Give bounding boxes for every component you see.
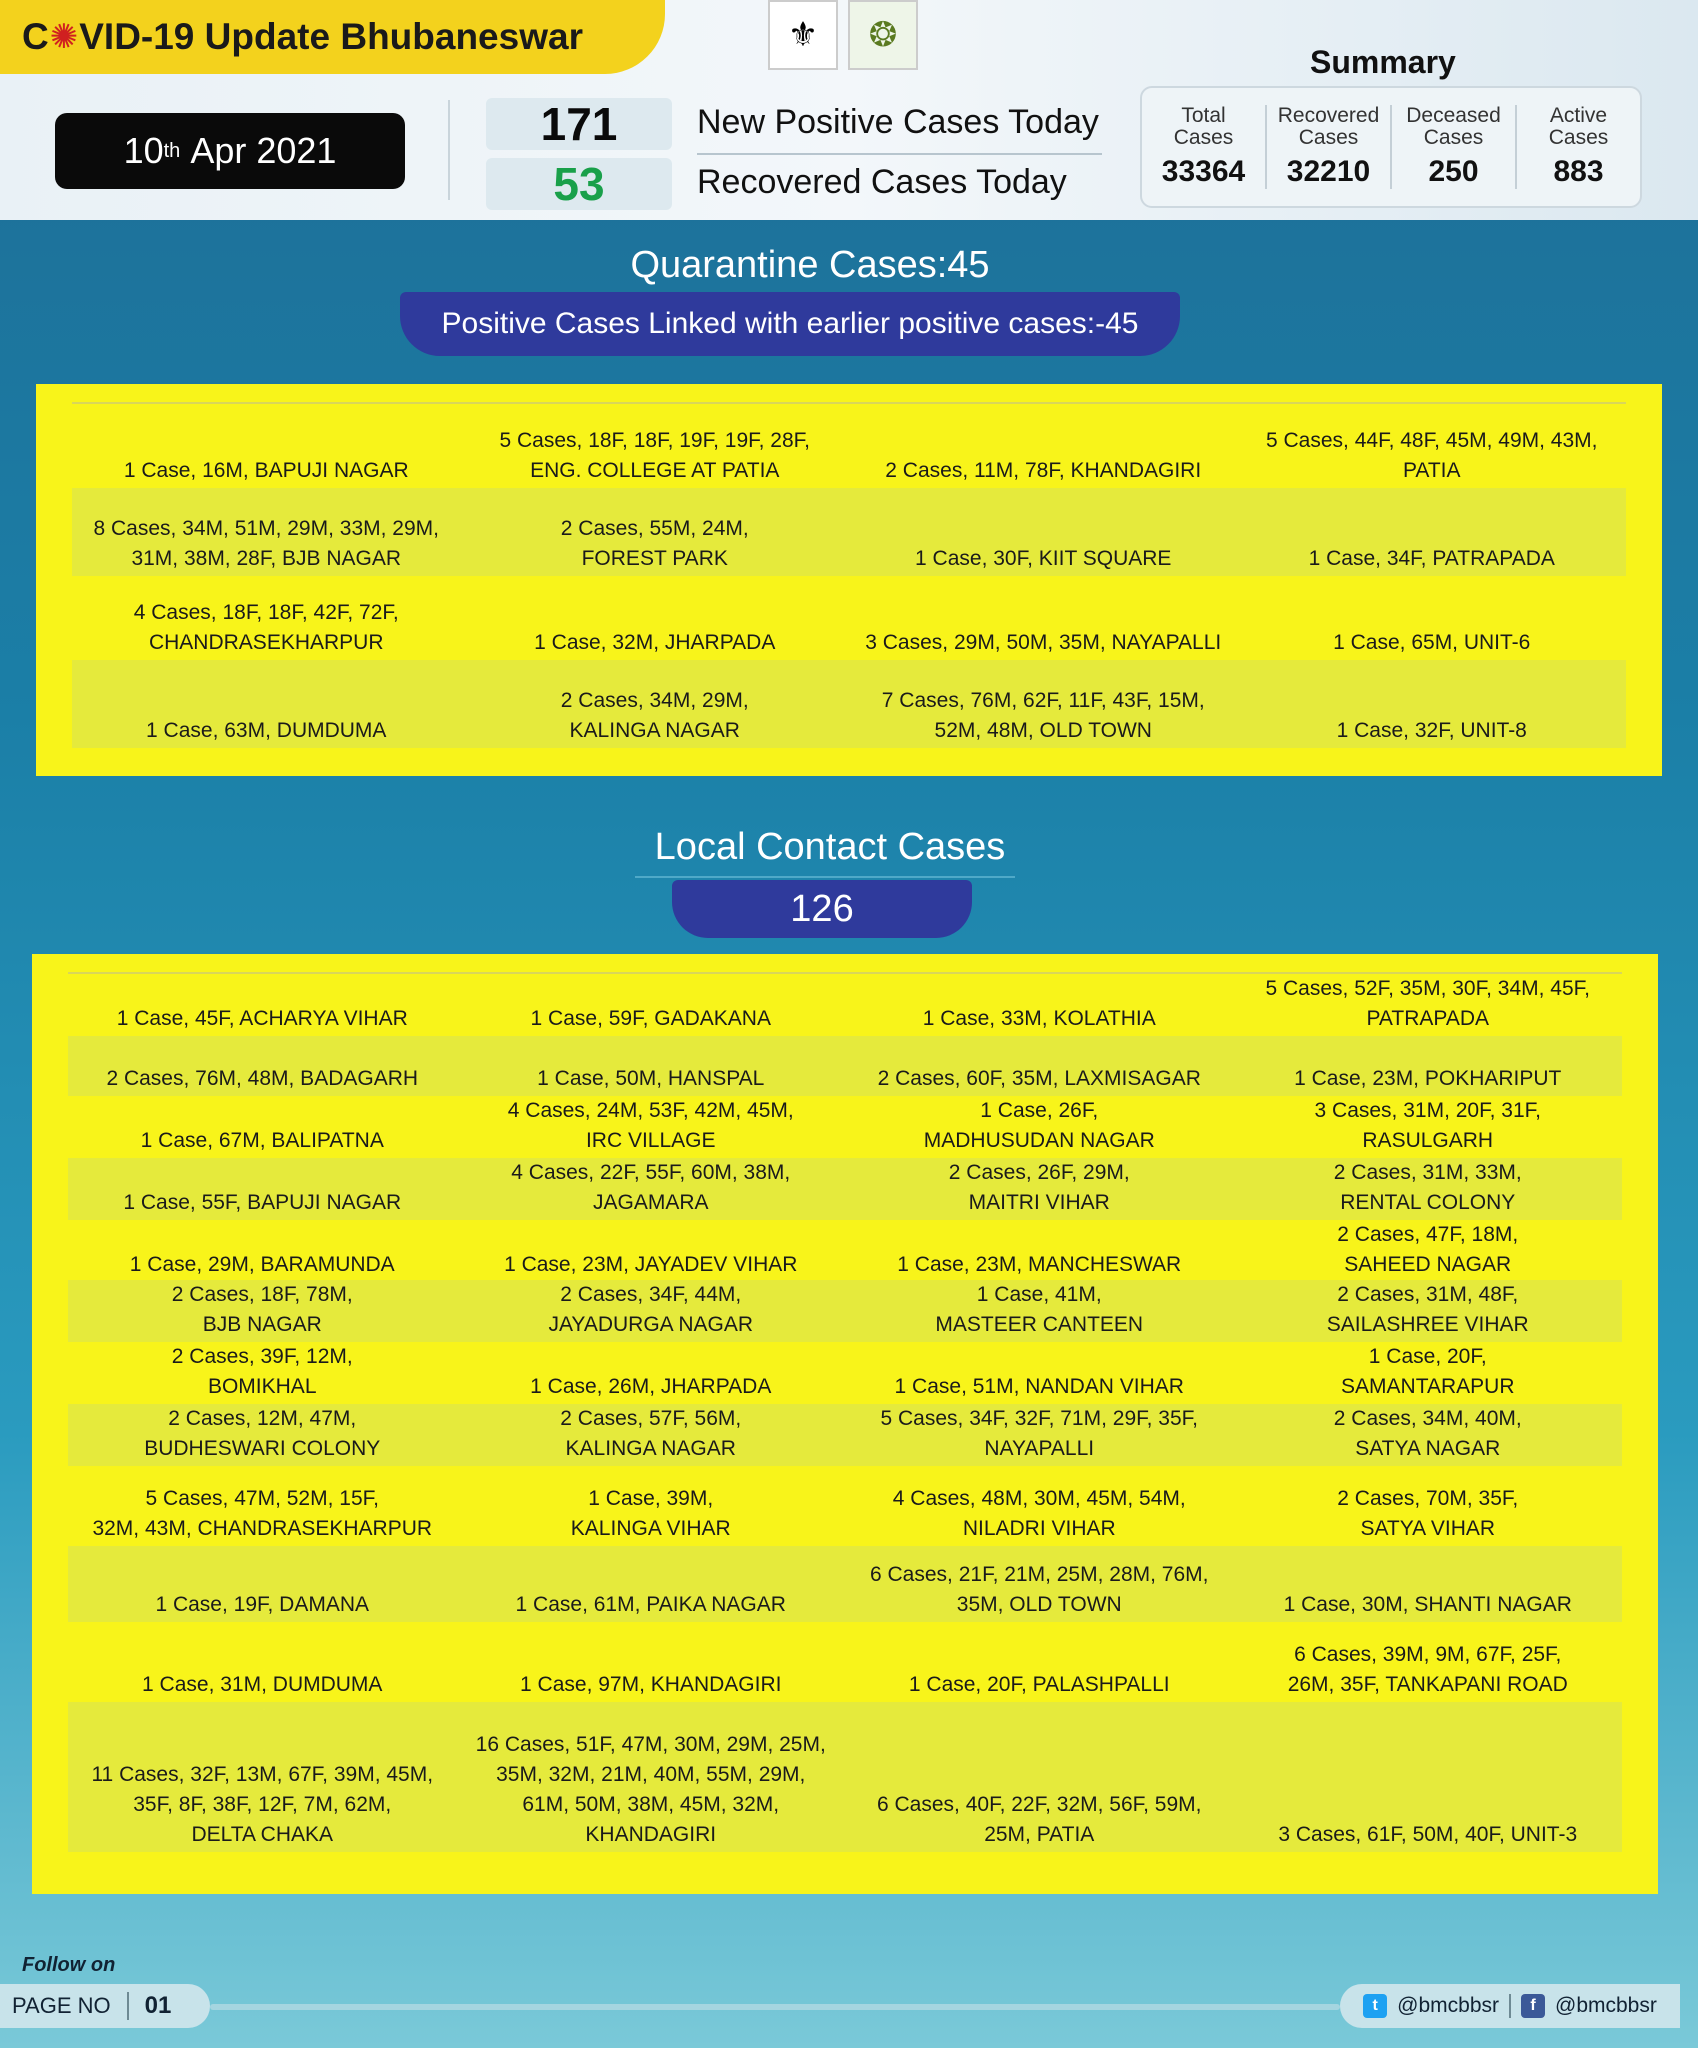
local-row: [68, 1280, 1622, 1342]
divider: [697, 153, 1102, 155]
local-cell: 1 Case, 31M, DUMDUMA: [142, 1673, 383, 1696]
local-row: [68, 1342, 1622, 1404]
summary-label: Cases: [1298, 126, 1359, 149]
local-row: [68, 1702, 1622, 1852]
local-cell: 2 Cases, 60F, 35M, LAXMISAGAR: [845, 1036, 1234, 1096]
local-cell: 5 Cases, 52F, 35M, 30F, 34M, 45F, PATRAPADA: [1265, 977, 1590, 1030]
date-suffix: th: [163, 139, 181, 162]
summary-label: Active: [1549, 104, 1608, 127]
local-cell: 3 Cases, 31M, 20F, 31F, RASULGARH: [1314, 1099, 1541, 1152]
date-badge: [55, 113, 405, 189]
summary-value: 32210: [1286, 155, 1371, 188]
local-cell: 1 Case, 19F, DAMANA: [68, 1546, 457, 1622]
quarantine-cell: 3 Cases, 29M, 50M, 35M, NAYAPALLI: [865, 631, 1222, 654]
local-cell: 1 Case, 67M, BALIPATNA: [140, 1129, 384, 1152]
local-row: [68, 1622, 1622, 1702]
local-cell: 2 Cases, 26F, 29M, MAITRI VIHAR: [845, 1158, 1234, 1220]
local-cell: 5 Cases, 34F, 32F, 71M, 29F, 35F, NAYAPALLI: [845, 1404, 1234, 1466]
page-label: PAGE NO: [12, 1993, 111, 2018]
logos: [768, 0, 918, 70]
social-links: [1340, 1984, 1680, 2028]
local-cell: 1 Case, 20F, PALASHPALLI: [908, 1673, 1170, 1696]
recovered-today-count: 53: [486, 158, 672, 210]
summary-value: 250: [1428, 155, 1479, 188]
footer-line: [210, 2004, 1340, 2010]
page-number-badge: [0, 1984, 210, 2028]
summary-active: [1517, 105, 1640, 189]
facebook-handle[interactable]: @bmcbbsr: [1555, 1994, 1657, 2017]
local-row: [68, 1036, 1622, 1096]
page-number: 01: [144, 1992, 172, 2019]
local-row: [68, 1404, 1622, 1464]
local-cell: 6 Cases, 21F, 21M, 25M, 28M, 76M, 35M, OLD TOWN: [845, 1546, 1234, 1622]
summary-recovered: [1267, 105, 1392, 189]
local-contact-grid: [68, 974, 1622, 1852]
new-cases-count: 171: [486, 98, 672, 150]
local-row: [68, 1220, 1622, 1280]
summary-total: [1142, 105, 1267, 189]
local-cell: 1 Case, 30M, SHANTI NAGAR: [1234, 1546, 1623, 1622]
summary-panel: [1140, 86, 1642, 208]
twitter-handle[interactable]: @bmcbbsr: [1397, 1994, 1499, 2017]
summary-label: Deceased: [1406, 104, 1501, 127]
local-cell: 2 Cases, 31M, 33M, RENTAL COLONY: [1234, 1158, 1623, 1220]
local-cell: 2 Cases, 57F, 56M, KALINGA NAGAR: [457, 1404, 846, 1466]
summary-label: Recovered: [1277, 104, 1380, 127]
local-row: [68, 1464, 1622, 1546]
bmc-logo-icon: ❂: [848, 0, 918, 70]
linked-cases-banner: Positive Cases Linked with earlier positive cases:-45: [400, 292, 1180, 356]
local-cell: 1 Case, 45F, ACHARYA VIHAR: [116, 1007, 408, 1030]
quarantine-table: [36, 384, 1662, 776]
local-cell: 6 Cases, 40F, 22F, 32M, 56F, 59M, 25M, PATIA: [845, 1702, 1234, 1852]
quarantine-cell: 5 Cases, 44F, 48F, 45M, 49M, 43M, PATIA: [1266, 429, 1598, 482]
local-cell: 1 Case, 33M, KOLATHIA: [922, 1007, 1156, 1030]
summary-label: Cases: [1173, 126, 1234, 149]
local-cell: 1 Case, 41M, MASTEER CANTEEN: [845, 1280, 1234, 1342]
local-cell: 1 Case, 61M, PAIKA NAGAR: [457, 1546, 846, 1622]
local-cell: 11 Cases, 32F, 13M, 67F, 39M, 45M, 35F, 8F, 38F, 12F, 7M, 62M, DELTA CHAKA: [68, 1702, 457, 1852]
quarantine-row: [72, 660, 1626, 748]
local-cell: 1 Case, 29M, BARAMUNDA: [129, 1253, 395, 1276]
local-cell: 4 Cases, 48M, 30M, 45M, 54M, NILADRI VIHAR: [892, 1487, 1186, 1540]
local-row: [68, 1158, 1622, 1220]
local-cell: 1 Case, 23M, POKHARIPUT: [1234, 1036, 1623, 1096]
summary-value: 883: [1553, 155, 1604, 188]
summary-label: Cases: [1423, 126, 1484, 149]
local-contact-title: Local Contact Cases: [654, 826, 1006, 868]
local-cell: 1 Case, 26M, JHARPADA: [530, 1375, 772, 1398]
local-contact-table: [32, 954, 1658, 1894]
local-cell: 6 Cases, 39M, 9M, 67F, 25F, 26M, 35F, TANKAPANI ROAD: [1287, 1643, 1568, 1696]
quarantine-cell: 1 Case, 63M, DUMDUMA: [72, 660, 461, 748]
local-cell: 1 Case, 20F, SAMANTARAPUR: [1341, 1345, 1515, 1398]
local-cell: 5 Cases, 47M, 52M, 15F, 32M, 43M, CHANDRASEKHARPUR: [92, 1487, 433, 1540]
twitter-icon[interactable]: t: [1363, 1994, 1387, 2018]
quarantine-cell: 8 Cases, 34M, 51M, 29M, 33M, 29M, 31M, 38M, 28F, BJB NAGAR: [72, 488, 461, 576]
quarantine-cell: 7 Cases, 76M, 62F, 11F, 43F, 15M, 52M, 48M, OLD TOWN: [849, 660, 1238, 748]
summary-label: Total: [1181, 104, 1226, 127]
local-row: [68, 1546, 1622, 1622]
local-row: [68, 974, 1622, 1036]
local-cell: 2 Cases, 18F, 78M, BJB NAGAR: [68, 1280, 457, 1342]
quarantine-cell: 1 Case, 16M, BAPUJI NAGAR: [123, 459, 409, 482]
summary-title: Summary: [1310, 44, 1456, 80]
odisha-emblem-icon: ⚜: [768, 0, 838, 70]
quarantine-row: [72, 488, 1626, 576]
local-cell: 1 Case, 50M, HANSPAL: [457, 1036, 846, 1096]
page-title: [0, 0, 665, 74]
recovered-today-label: Recovered Cases Today: [697, 163, 1067, 201]
divider: [1509, 1994, 1511, 2018]
new-cases-label: New Positive Cases Today: [697, 103, 1099, 141]
quarantine-cell: 2 Cases, 11M, 78F, KHANDAGIRI: [885, 459, 1202, 482]
local-cell: 1 Case, 97M, KHANDAGIRI: [520, 1673, 782, 1696]
quarantine-cell: 2 Cases, 34M, 29M, KALINGA NAGAR: [461, 660, 850, 748]
summary-value: 33364: [1161, 155, 1246, 188]
local-cell: 1 Case, 23M, JAYADEV VIHAR: [504, 1253, 798, 1276]
local-cell: 16 Cases, 51F, 47M, 30M, 29M, 25M, 35M, 32M, 21M, 40M, 55M, 29M, 61M, 50M, 38M, 45M, 32M, KHANDAGIRI: [457, 1702, 846, 1852]
virus-icon: ✺: [49, 18, 79, 56]
local-cell: 4 Cases, 24M, 53F, 42M, 45M, IRC VILLAGE: [507, 1099, 794, 1152]
local-row: [68, 1096, 1622, 1158]
quarantine-cell: 4 Cases, 18F, 18F, 42F, 72F, CHANDRASEKHARPUR: [133, 601, 399, 654]
date-month-year: Apr 2021: [190, 130, 337, 171]
local-contact-count: 126: [672, 880, 972, 938]
local-cell: 1 Case, 51M, NANDAN VIHAR: [894, 1375, 1184, 1398]
divider: [448, 100, 450, 200]
local-cell: 4 Cases, 22F, 55F, 60M, 38M, JAGAMARA: [457, 1158, 846, 1220]
facebook-icon[interactable]: f: [1521, 1994, 1545, 2018]
quarantine-cell: 1 Case, 32F, UNIT-8: [1238, 660, 1627, 748]
local-cell: 2 Cases, 70M, 35F, SATYA VIHAR: [1337, 1487, 1519, 1540]
local-cell: 2 Cases, 39F, 12M, BOMIKHAL: [171, 1345, 353, 1398]
local-cell: 1 Case, 59F, GADAKANA: [530, 1007, 771, 1030]
local-cell: 1 Case, 26F, MADHUSUDAN NAGAR: [923, 1099, 1155, 1152]
local-cell: 2 Cases, 12M, 47M, BUDHESWARI COLONY: [68, 1404, 457, 1466]
quarantine-grid: [72, 404, 1626, 748]
local-cell: 2 Cases, 34M, 40M, SATYA NAGAR: [1234, 1404, 1623, 1466]
quarantine-cell: 1 Case, 30F, KIIT SQUARE: [849, 488, 1238, 576]
follow-label: Follow on: [22, 1954, 116, 1976]
quarantine-cell: 5 Cases, 18F, 18F, 19F, 19F, 28F, ENG. COLLEGE AT PATIA: [499, 429, 810, 482]
quarantine-cell: 1 Case, 34F, PATRAPADA: [1238, 488, 1627, 576]
summary-label: Cases: [1548, 126, 1609, 149]
quarantine-row: [72, 576, 1626, 660]
local-cell: 2 Cases, 31M, 48F, SAILASHREE VIHAR: [1234, 1280, 1623, 1342]
date-day: 10: [123, 130, 164, 171]
local-cell: 2 Cases, 34F, 44M, JAYADURGA NAGAR: [457, 1280, 846, 1342]
title-text: VID-19 Update Bhubaneswar: [79, 16, 583, 57]
summary-deceased: [1392, 105, 1517, 189]
title-prefix: C: [22, 16, 49, 57]
local-cell: 3 Cases, 61F, 50M, 40F, UNIT-3: [1234, 1702, 1623, 1852]
local-cell: 2 Cases, 76M, 48M, BADAGARH: [68, 1036, 457, 1096]
quarantine-row: [72, 404, 1626, 488]
divider: [127, 1992, 129, 2020]
local-cell: 1 Case, 39M, KALINGA VIHAR: [570, 1487, 731, 1540]
quarantine-cell: 1 Case, 32M, JHARPADA: [534, 631, 776, 654]
local-cell: 2 Cases, 47F, 18M, SAHEED NAGAR: [1337, 1223, 1519, 1276]
quarantine-cell: 2 Cases, 55M, 24M, FOREST PARK: [461, 488, 850, 576]
local-cell: 1 Case, 23M, MANCHESWAR: [897, 1253, 1182, 1276]
divider: [635, 876, 1015, 878]
local-cell: 1 Case, 55F, BAPUJI NAGAR: [68, 1158, 457, 1220]
quarantine-title: Quarantine Cases:45: [630, 244, 990, 286]
quarantine-cell: 1 Case, 65M, UNIT-6: [1333, 631, 1531, 654]
